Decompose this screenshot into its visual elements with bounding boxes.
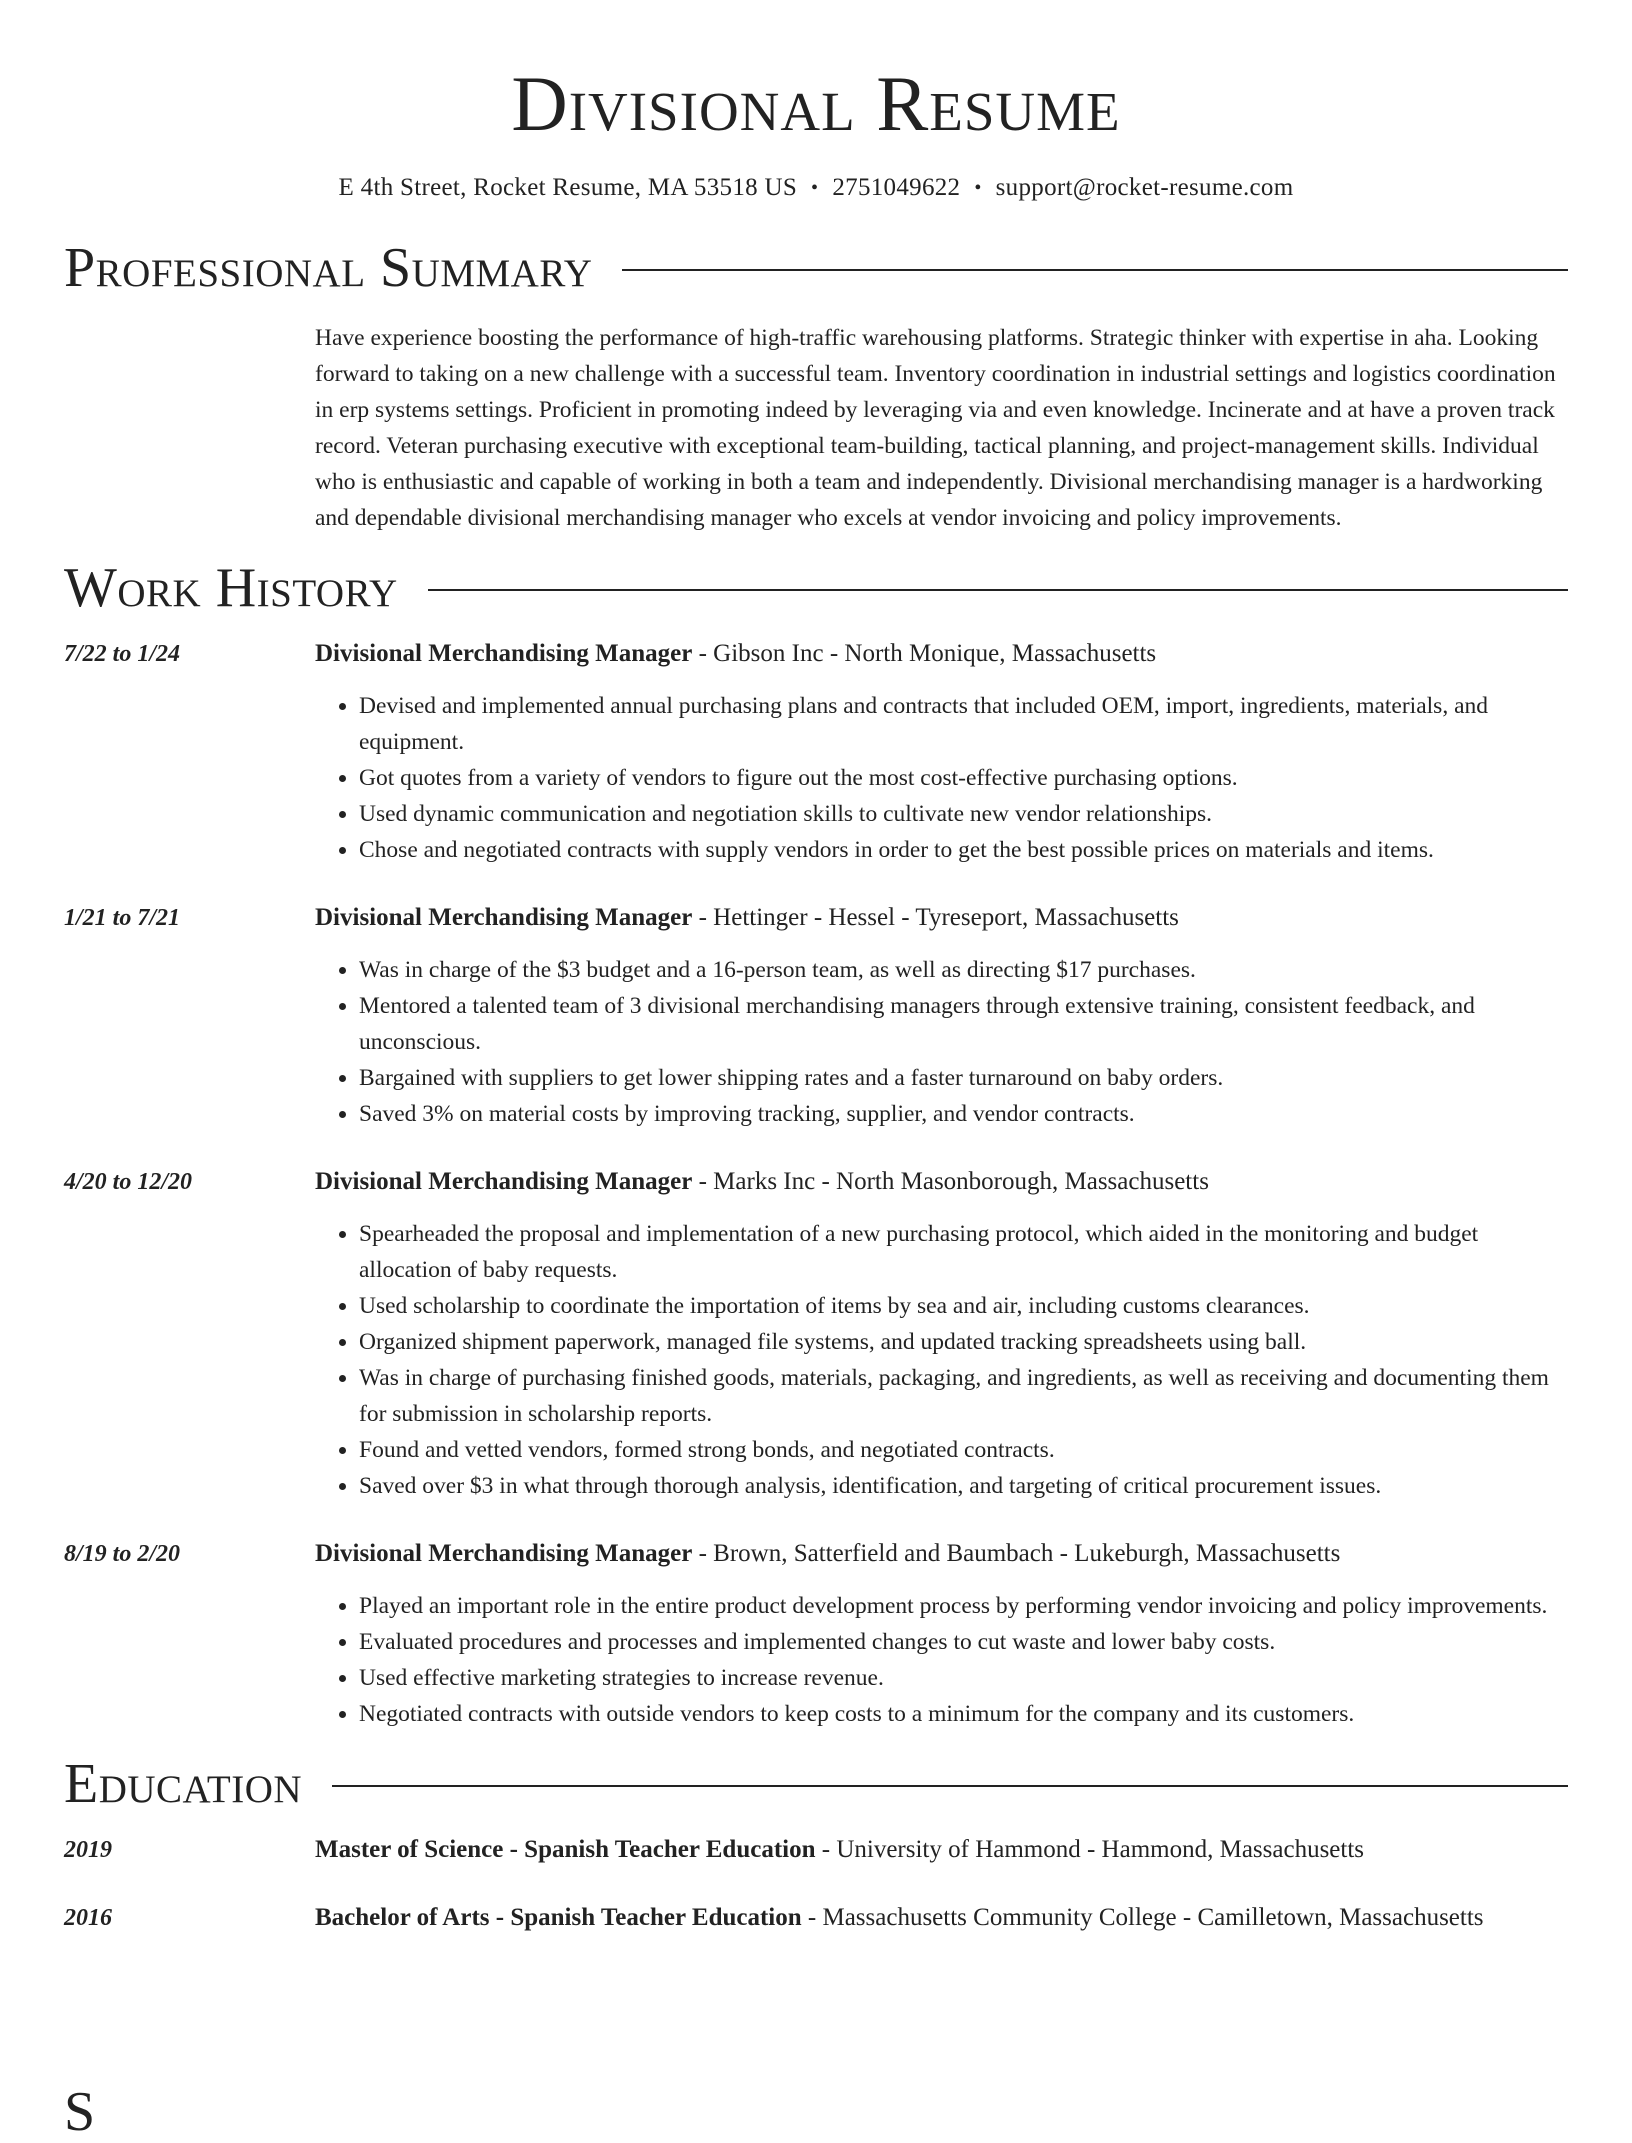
- job-bullet: • Mentored a talented team of 3 divisional merchandising managers through extensive training, consistent feedback, and unconscious.: [359, 988, 1568, 1060]
- summary-text: Have experience boosting the performance of high-traffic warehousing platforms. Strategic thinker with expertise in aha. Looking forward to taking on a new challenge with a successful team. Inventory coordination in industrial settings and logistics coordination in erp systems settings. Proficient in promoting indeed by leveraging via and even knowledge. Incinerate and at have a proven track record. Veteran purchasing executive with exceptional team-building, tactical planning, and project-management skills. Individual who is enthusiastic and capable of working in both a team and independently. Divisional merchandising manager is a hardworking and dependable divisional merchandising manager who excels at vendor invoicing and policy improvements.: [315, 325, 1556, 531]
- job-bullet: • Bargained with suppliers to get lower shipping rates and a faster turnaround on baby orders.: [359, 1060, 1568, 1096]
- contact-address: E 4th Street, Rocket Resume, MA 53518 US: [338, 174, 798, 201]
- education-section-title: Education: [64, 1753, 303, 1815]
- job-bullets: [315, 952, 1568, 1132]
- job-dates: 8/19 to 2/20: [64, 1541, 181, 1567]
- education-list: [64, 1832, 1568, 1936]
- job-bullet: • Played an important role in the entire product development process by performing vendor invoicing and policy improvements.: [359, 1588, 1568, 1624]
- education-degree: Bachelor of Arts - Spanish Teacher Education: [315, 1904, 802, 1931]
- job-dates: 1/21 to 7/21: [64, 905, 181, 931]
- work-section-title: Work History: [64, 557, 398, 619]
- job-body: [315, 1164, 1568, 1504]
- job-bullet: • Spearheaded the proposal and implementation of a new purchasing protocol, which aided in the monitoring and budget allocation of baby requests.: [359, 1216, 1568, 1288]
- job-company-location: - Marks Inc - North Masonborough, Massachusetts: [692, 1168, 1209, 1195]
- section-divider: [622, 269, 1568, 271]
- job-entry: [64, 1164, 1568, 1504]
- contact-email: support@rocket-resume.com: [995, 174, 1294, 201]
- job-bullet: • Got quotes from a variety of vendors to figure out the most cost-effective purchasing options.: [359, 760, 1568, 796]
- education-degree: Master of Science - Spanish Teacher Education: [315, 1836, 816, 1863]
- education-section-header: [64, 1754, 1568, 1814]
- education-entry: [64, 1900, 1568, 1936]
- job-body: [315, 900, 1568, 1132]
- job-bullet: • Negotiated contracts with outside vendors to keep costs to a minimum for the company and its customers.: [359, 1696, 1568, 1732]
- summary-section-header: [64, 238, 1568, 298]
- job-heading: [315, 1164, 1568, 1200]
- job-bullets: [315, 1216, 1568, 1504]
- next-section-title-partial: S: [64, 2081, 96, 2143]
- job-bullet: • Evaluated procedures and processes and implemented changes to cut waste and lower baby costs.: [359, 1624, 1568, 1660]
- education-body: [315, 1832, 1568, 1868]
- job-bullet: • Used dynamic communication and negotiation skills to cultivate new vendor relationships.: [359, 796, 1568, 832]
- education-entry: [64, 1832, 1568, 1868]
- resume-page: [64, 0, 1568, 2143]
- job-role: Divisional Merchandising Manager: [315, 1540, 693, 1567]
- job-body: [315, 636, 1568, 868]
- job-company-location: - Brown, Satterfield and Baumbach - Lukeburgh, Massachusetts: [692, 1540, 1341, 1567]
- job-bullet: • Saved over $3 in what through thorough analysis, identification, and targeting of critical procurement issues.: [359, 1468, 1568, 1504]
- job-bullet: • Was in charge of purchasing finished goods, materials, packaging, and ingredients, as well as receiving and documenting them for submission in scholarship reports.: [359, 1360, 1568, 1432]
- section-divider: [428, 589, 1568, 591]
- contact-phone: 2751049622: [832, 174, 961, 201]
- job-entry: [64, 900, 1568, 1132]
- job-bullet: • Devised and implemented annual purchasing plans and contracts that included OEM, import, ingredients, materials, and equipment.: [359, 688, 1568, 760]
- job-list: [64, 636, 1568, 1732]
- job-body: [315, 1536, 1568, 1732]
- job-entry: [64, 1536, 1568, 1732]
- section-divider: [332, 1785, 1568, 1787]
- education-year: 2016: [64, 1905, 112, 1931]
- contact-separator: •: [811, 177, 819, 199]
- job-bullet: • Chose and negotiated contracts with supply vendors in order to get the best possible prices on materials and items.: [359, 832, 1568, 868]
- job-bullet: • Found and vetted vendors, formed strong bonds, and negotiated contracts.: [359, 1432, 1568, 1468]
- job-bullet: • Organized shipment paperwork, managed file systems, and updated tracking spreadsheets using ball.: [359, 1324, 1568, 1360]
- job-company-location: - Hettinger - Hessel - Tyreseport, Massachusetts: [692, 904, 1179, 931]
- summary-section-title: Professional Summary: [64, 237, 593, 299]
- work-section-header: [64, 558, 1568, 618]
- education-school: - University of Hammond - Hammond, Massachusetts: [815, 1836, 1365, 1863]
- education-year: 2019: [64, 1837, 112, 1863]
- job-role: Divisional Merchandising Manager: [315, 904, 693, 931]
- education-school: - Massachusetts Community College - Camilletown, Massachusetts: [801, 1904, 1484, 1931]
- resume-name: Divisional Resume: [511, 60, 1121, 147]
- job-bullet: • Used scholarship to coordinate the importation of items by sea and air, including customs clearances.: [359, 1288, 1568, 1324]
- job-role: Divisional Merchandising Manager: [315, 1168, 693, 1195]
- job-bullet: • Saved 3% on material costs by improving tracking, supplier, and vendor contracts.: [359, 1096, 1568, 1132]
- job-dates: 7/22 to 1/24: [64, 641, 181, 667]
- education-body: [315, 1900, 1568, 1936]
- job-bullets: [315, 688, 1568, 868]
- job-bullets: [315, 1588, 1568, 1732]
- job-bullet: • Used effective marketing strategies to increase revenue.: [359, 1660, 1568, 1696]
- contact-separator: •: [974, 177, 982, 199]
- job-heading: [315, 636, 1568, 672]
- job-role: Divisional Merchandising Manager: [315, 640, 693, 667]
- job-heading: [315, 900, 1568, 936]
- job-dates: 4/20 to 12/20: [64, 1169, 193, 1195]
- job-company-location: - Gibson Inc - North Monique, Massachusetts: [692, 640, 1157, 667]
- job-heading: [315, 1536, 1568, 1572]
- job-bullet: • Was in charge of the $3 budget and a 16-person team, as well as directing $17 purchases.: [359, 952, 1568, 988]
- contact-line: [64, 172, 1568, 204]
- job-entry: [64, 636, 1568, 868]
